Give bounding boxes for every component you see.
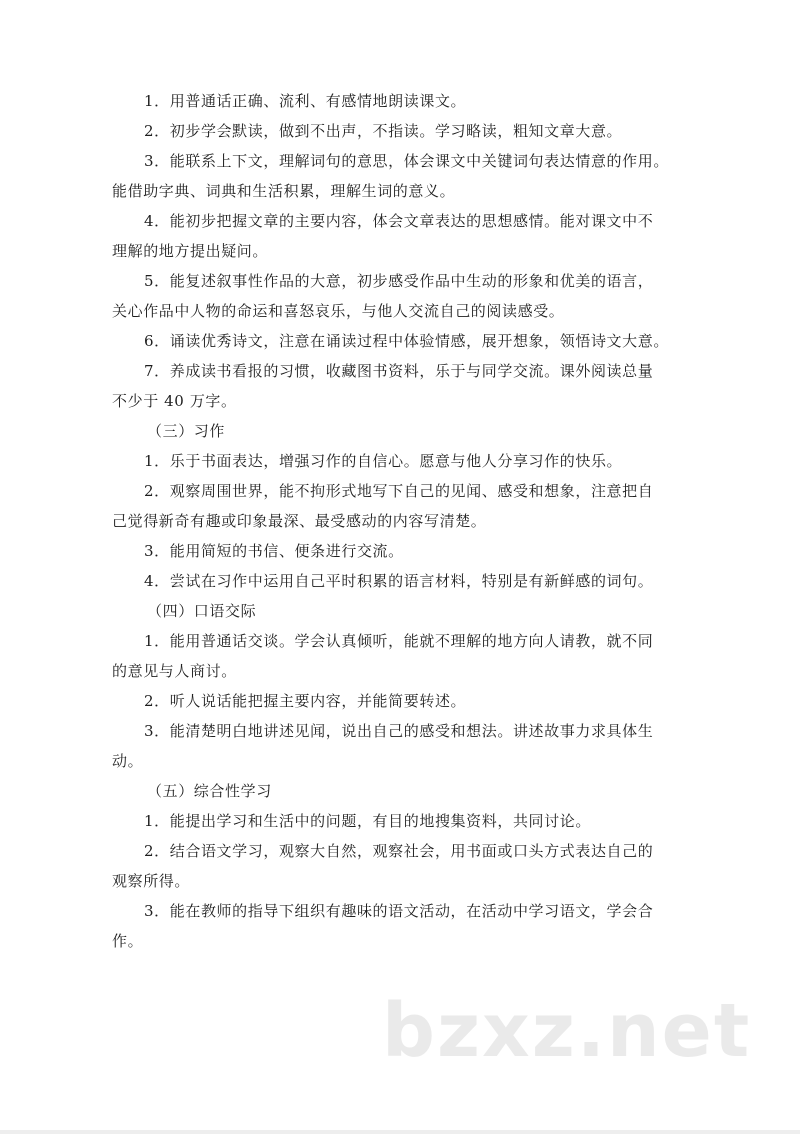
paragraph-line: 理解的地方提出疑问。 [112, 242, 269, 260]
paragraph-line: 7．养成读书看报的习惯，收藏图书资料，乐于与同学交流。课外阅读总量 [144, 362, 654, 380]
paragraph-line: 3．能清楚明白地讲述见闻，说出自己的感受和想法。讲述故事力求具体生 [144, 722, 654, 740]
paragraph-line: 能借助字典、词典和生活积累，理解生词的意义。 [112, 182, 456, 200]
paragraph-line: 1．用普通话正确、流利、有感情地朗读课文。 [144, 92, 467, 110]
paragraph-line: 2．听人说话能把握主要内容，并能简要转述。 [144, 692, 467, 710]
paragraph-line: 2．观察周围世界，能不拘形式地写下自己的见闻、感受和想象，注意把自 [144, 482, 654, 500]
paragraph-line: 观察所得。 [112, 872, 191, 890]
paragraph-line: 3．能联系上下文，理解词句的意思，体会课文中关键词句表达情意的作用。 [144, 152, 669, 170]
paragraph-line: 3．能在教师的指导下组织有趣味的语文活动，在活动中学习语文，学会合 [144, 902, 654, 920]
paragraph-line: 4．能初步把握文章的主要内容，体会文章表达的思想感情。能对课文中不 [144, 212, 654, 230]
paragraph-line: 作。 [112, 932, 144, 950]
paragraph-line: 5．能复述叙事性作品的大意，初步感受作品中生动的形象和优美的语言， [144, 272, 654, 290]
paragraph-line: 不少于 40 万字。 [112, 392, 237, 410]
paragraph-line: 1．能用普通话交谈。学会认真倾听，能就不理解的地方向人请教，就不同 [144, 632, 654, 650]
watermark: bzxz.net [382, 988, 752, 1074]
section-heading: （五）综合性学习 [147, 782, 272, 800]
paragraph-line: 1．乐于书面表达，增强习作的自信心。愿意与他人分享习作的快乐。 [144, 452, 623, 470]
paragraph-line: 6．诵读优秀诗文，注意在诵读过程中体验情感，展开想象，领悟诗文大意。 [144, 332, 669, 350]
paragraph-line: 2．结合语文学习，观察大自然，观察社会，用书面或口头方式表达自己的 [144, 842, 654, 860]
paragraph-line: 4．尝试在习作中运用自己平时积累的语言材料，特别是有新鲜感的词句。 [144, 572, 654, 590]
paragraph-line: 关心作品中人物的命运和喜怒哀乐，与他人交流自己的阅读感受。 [112, 302, 565, 320]
paragraph-line: 1．能提出学习和生活中的问题，有目的地搜集资料，共同讨论。 [144, 812, 591, 830]
paragraph-line: 己觉得新奇有趣或印象最深、最受感动的内容写清楚。 [112, 512, 487, 530]
document-body [112, 86, 696, 956]
paragraph-line: 动。 [112, 752, 144, 770]
paragraph-line: 3．能用简短的书信、便条进行交流。 [144, 542, 404, 560]
page-bottom-edge [0, 1130, 800, 1134]
paragraph-line: 2．初步学会默读，做到不出声，不指读。学习略读，粗知文章大意。 [144, 122, 623, 140]
section-heading: （三）习作 [147, 422, 226, 440]
paragraph-line: 的意见与人商讨。 [112, 662, 237, 680]
section-heading: （四）口语交际 [147, 602, 257, 620]
